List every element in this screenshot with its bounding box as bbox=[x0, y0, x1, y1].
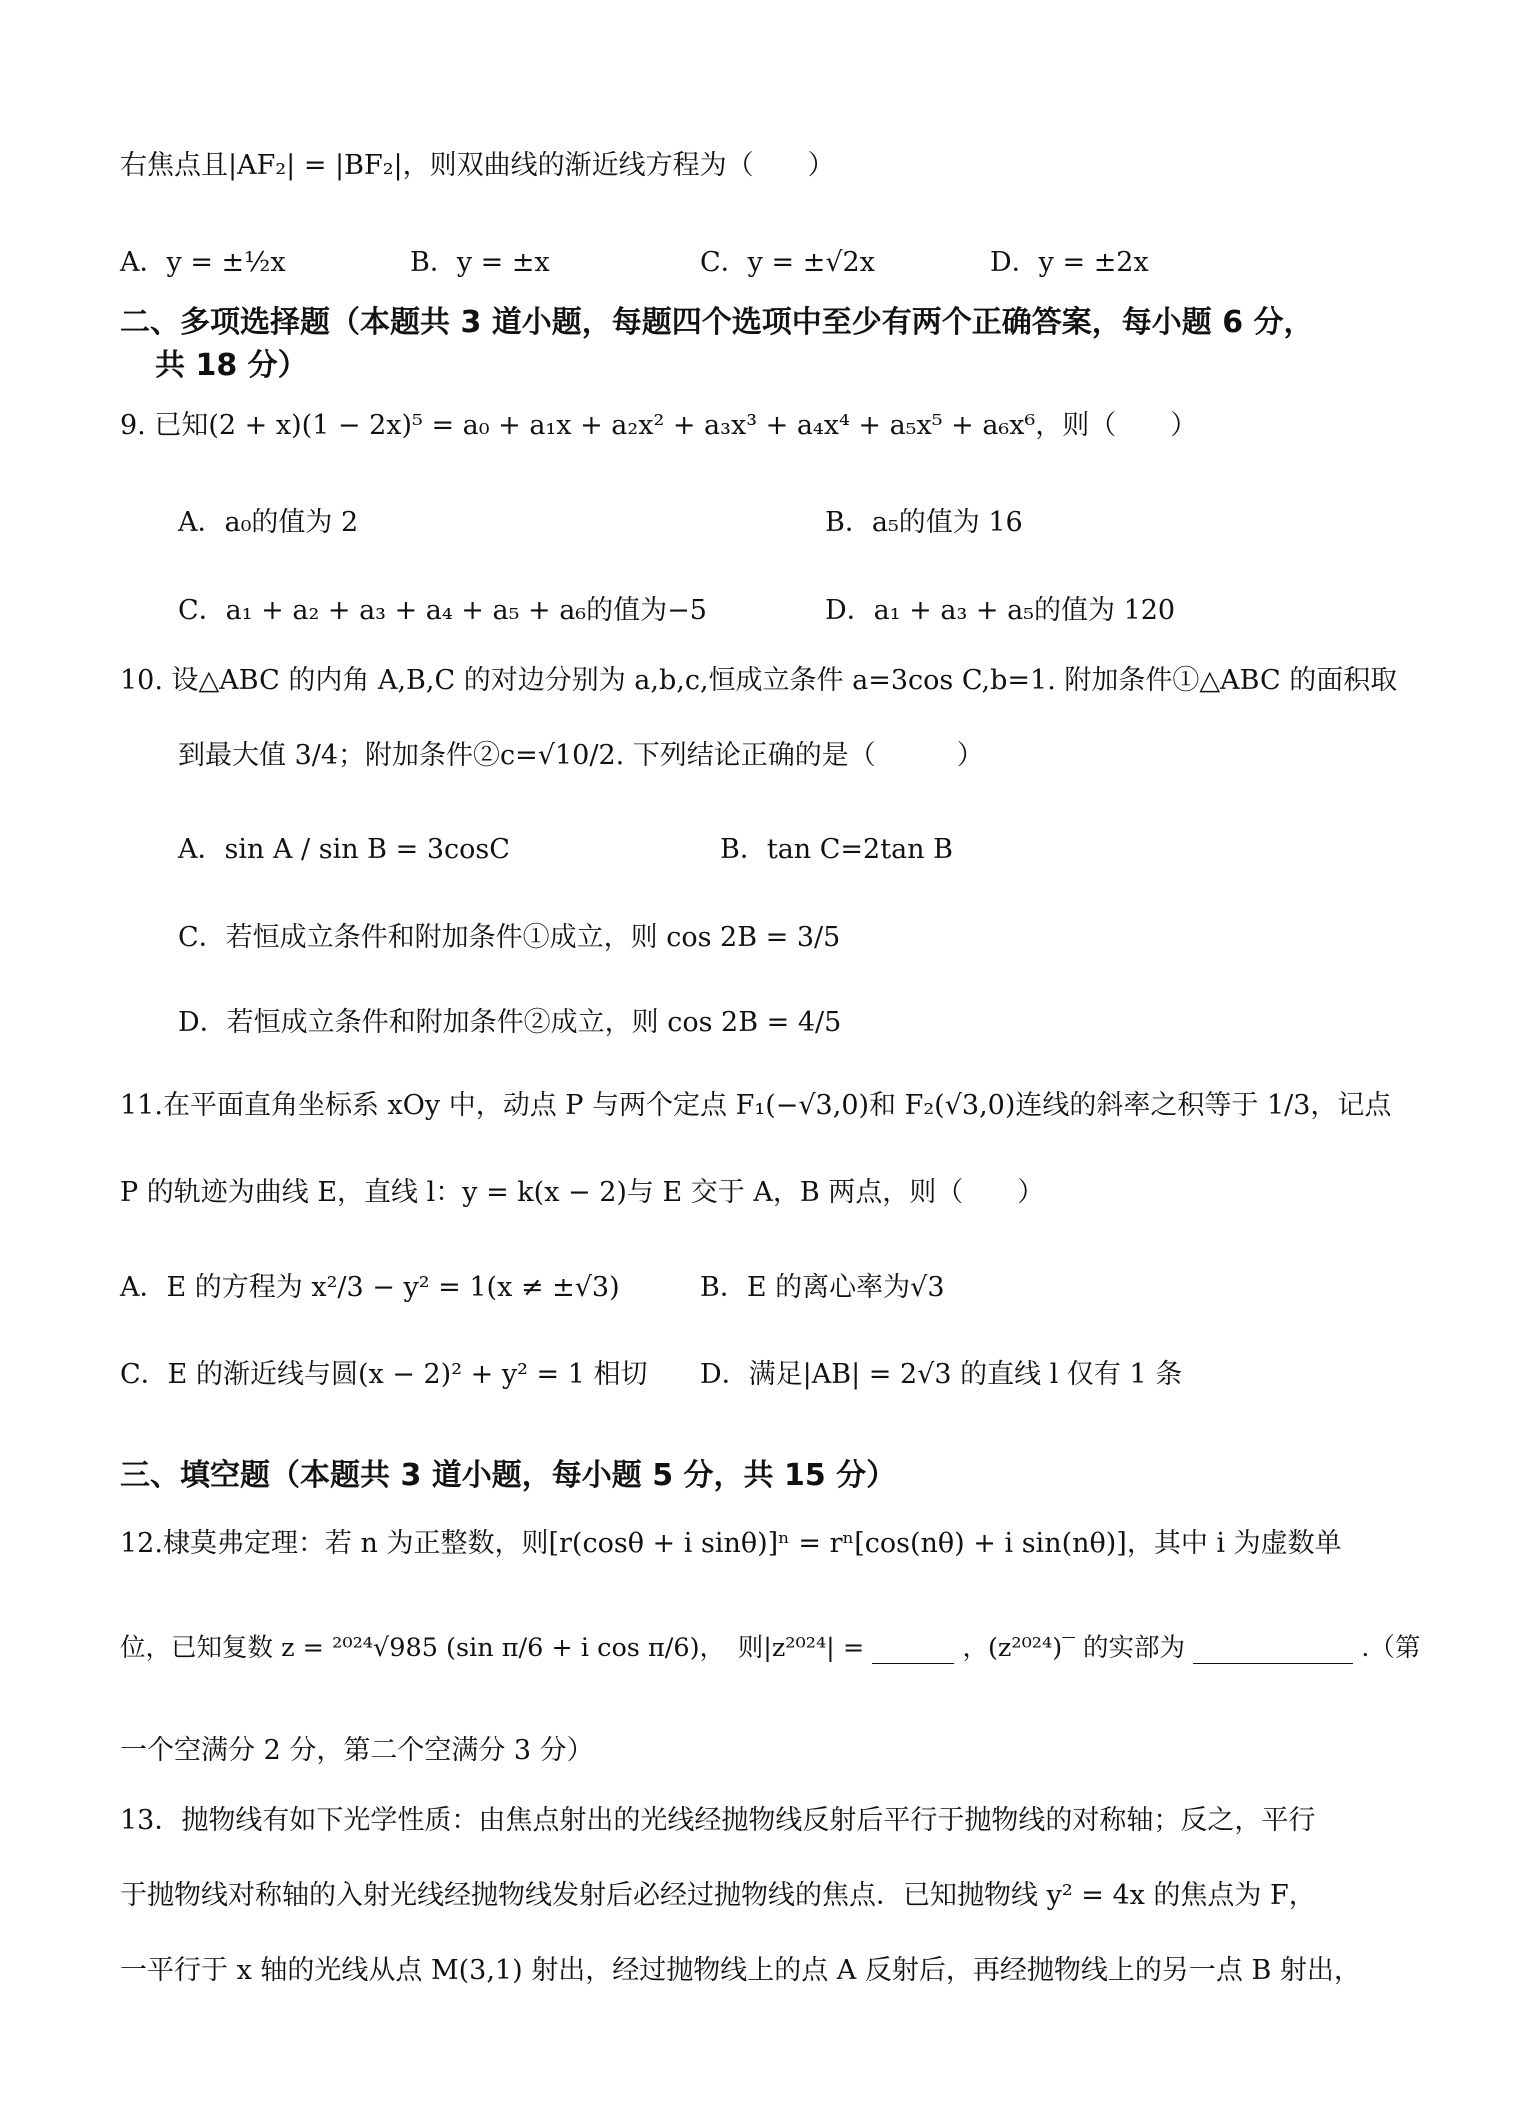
q12-text-c: .（第 bbox=[1361, 1633, 1421, 1663]
q8-stem: 右焦点且|AF₂| = |BF₂|，则双曲线的渐近线方程为（ ） bbox=[120, 150, 835, 181]
q12-answer-blank-2[interactable] bbox=[1193, 1632, 1353, 1664]
q11-option-c: C．E 的渐近线与圆(x − 2)² + y² = 1 相切 bbox=[120, 1359, 648, 1390]
q8-option-d: D．y = ±2x bbox=[990, 247, 1149, 278]
q10-option-d: D．若恒成立条件和附加条件②成立，则 cos 2B = 4/5 bbox=[178, 1007, 842, 1038]
q8-option-b: B．y = ±x bbox=[410, 247, 550, 278]
q9-option-b: B．a₅的值为 16 bbox=[825, 507, 1023, 538]
q12-stem-line1: 12.棣莫弗定理：若 n 为正整数，则[r(cosθ + i sinθ)]ⁿ = rⁿ[cos(nθ) + i sin(nθ)]，其中 i 为虚数单 bbox=[120, 1528, 1342, 1559]
q12-stem-line3: 一个空满分 2 分，第二个空满分 3 分） bbox=[120, 1735, 594, 1766]
q10-option-b: B．tan C=2tan B bbox=[720, 834, 953, 865]
q9-option-d: D．a₁ + a₃ + a₅的值为 120 bbox=[825, 595, 1176, 626]
q9-stem: 9. 已知(2 + x)(1 − 2x)⁵ = a₀ + a₁x + a₂x² + a₃x³ + a₄x⁴ + a₅x⁵ + a₆x⁶，则（ ） bbox=[120, 410, 1198, 441]
q12-text-b: ，(z²⁰²⁴)‾ 的实部为 bbox=[962, 1633, 1186, 1663]
q8-option-a: A．y = ±½x bbox=[120, 247, 286, 278]
q10-option-a: A．sin A / sin B = 3cosC bbox=[178, 834, 510, 865]
q13-line3: 一平行于 x 轴的光线从点 M(3,1) 射出，经过抛物线上的点 A 反射后，再经抛物线上的另一点 B 射出， bbox=[120, 1955, 1361, 1986]
section2-heading-line2: 共 18 分） bbox=[155, 348, 308, 383]
q12-text-a: 位，已知复数 z = ²⁰²⁴√985 (sin π/6 + i cos π/6)， 则|z²⁰²⁴| = bbox=[120, 1633, 865, 1663]
q9-option-a: A．a₀的值为 2 bbox=[178, 507, 359, 538]
q9-option-c: C．a₁ + a₂ + a₃ + a₄ + a₅ + a₆的值为−5 bbox=[178, 595, 707, 626]
q8-option-c: C．y = ±√2x bbox=[700, 247, 875, 278]
q13-line1: 13．抛物线有如下光学性质：由焦点射出的光线经抛物线反射后平行于抛物线的对称轴；反之，平行 bbox=[120, 1805, 1316, 1836]
q13-line2: 于抛物线对称轴的入射光线经抛物线发射后必经过抛物线的焦点．已知抛物线 y² = 4x 的焦点为 F， bbox=[120, 1880, 1316, 1911]
q11-stem-line1: 11.在平面直角坐标系 xOy 中，动点 P 与两个定点 F₁(−√3,0)和 F₂(√3,0)连线的斜率之积等于 1/3，记点 bbox=[120, 1090, 1392, 1121]
q10-stem-line1: 10. 设△ABC 的内角 A,B,C 的对边分别为 a,b,c,恒成立条件 a=3cos C,b=1. 附加条件①△ABC 的面积取 bbox=[120, 665, 1398, 696]
section3-heading: 三、填空题（本题共 3 道小题，每小题 5 分，共 15 分） bbox=[120, 1458, 897, 1493]
q10-stem-line2: 到最大值 3/4；附加条件②c=√10/2. 下列结论正确的是（ ） bbox=[178, 740, 984, 771]
q12-stem-line2 bbox=[120, 1632, 1420, 1664]
q11-option-a: A．E 的方程为 x²/3 − y² = 1(x ≠ ±√3) bbox=[120, 1272, 620, 1303]
q11-option-d: D．满足|AB| = 2√3 的直线 l 仅有 1 条 bbox=[700, 1359, 1183, 1390]
q10-option-c: C．若恒成立条件和附加条件①成立，则 cos 2B = 3/5 bbox=[178, 922, 841, 953]
q12-answer-blank-1[interactable] bbox=[872, 1632, 954, 1664]
q11-stem-line2: P 的轨迹为曲线 E，直线 l：y = k(x − 2)与 E 交于 A，B 两点，则（ ） bbox=[120, 1177, 1045, 1208]
q11-option-b: B．E 的离心率为√3 bbox=[700, 1272, 945, 1303]
section2-heading-line1: 二、多项选择题（本题共 3 道小题，每题四个选项中至少有两个正确答案，每小题 6 分， bbox=[120, 305, 1314, 340]
